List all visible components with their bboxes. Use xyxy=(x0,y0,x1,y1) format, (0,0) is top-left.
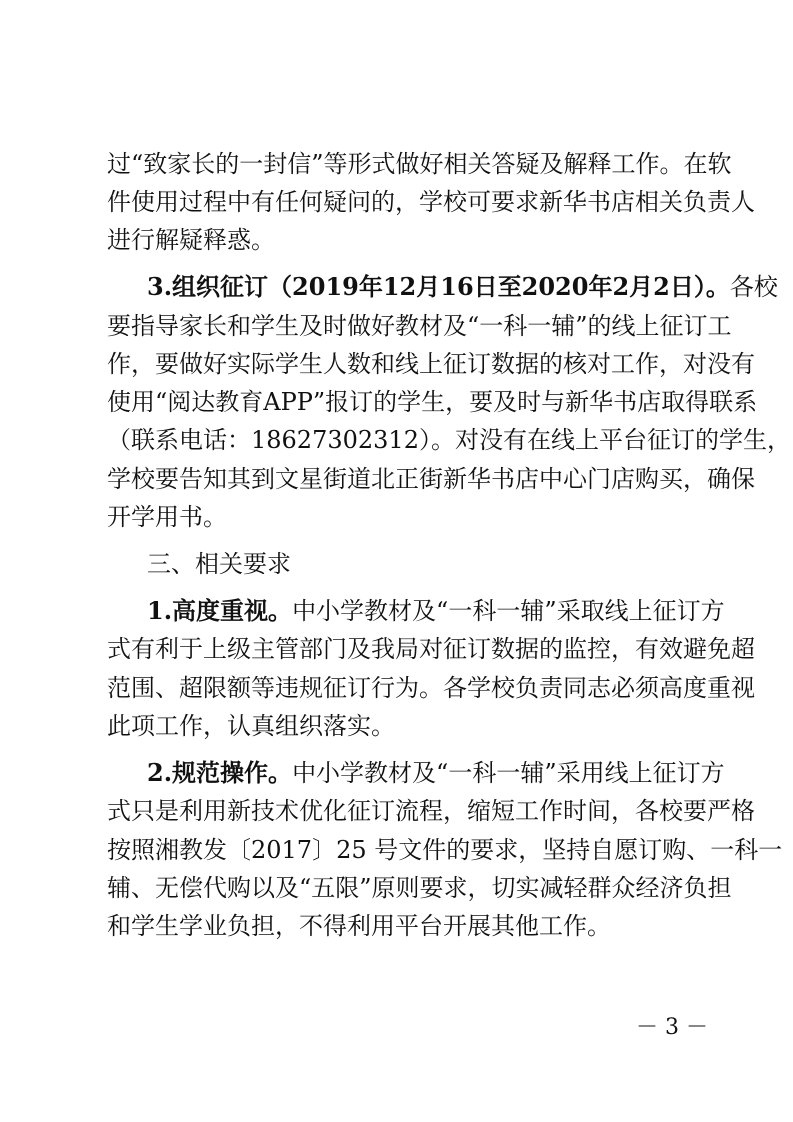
body-text: 各校 xyxy=(729,273,778,301)
body-text-line: （联系电话：18627302312）。对没有在线上平台征订的学生， xyxy=(107,426,791,454)
body-text-line: 学校要告知其到文星街道北正街新华书店中心门店购买，确保 xyxy=(107,465,755,493)
paragraph-first-line xyxy=(147,758,725,788)
body-text-line: 使用“阅达教育APP”报订的学生，要及时与新华书店取得联系 xyxy=(107,388,758,416)
body-text-line: 作，要做好实际学生人数和线上征订数据的核对工作，对没有 xyxy=(107,350,755,378)
paragraph-first-line xyxy=(147,272,778,302)
body-text-line: 按照湘教发〔2017〕25 号文件的要求，坚持自愿订购、一科一 xyxy=(107,836,783,864)
body-text: 中小学教材及“一科一辅”采用线上征订方 xyxy=(292,759,725,787)
body-text-line: 辅、无偿代购以及“五限”原则要求，切实减轻群众经济负担 xyxy=(107,874,732,902)
body-text-line: 范围、超限额等违规征订行为。各学校负责同志必须高度重视 xyxy=(107,674,755,702)
body-text-line: 过“致家长的一封信”等形式做好相关答疑及解释工作。在软 xyxy=(107,150,732,178)
item-heading: 1.高度重视。 xyxy=(147,596,293,625)
body-text-line: 进行解疑释惑。 xyxy=(107,226,275,254)
body-text-line: 此项工作，认真组织落实。 xyxy=(107,712,395,740)
body-text: 中小学教材及“一科一辅”采取线上征订方 xyxy=(292,597,725,625)
paragraph-first-line xyxy=(147,596,725,626)
item-heading: 2.规范操作。 xyxy=(147,758,293,787)
body-text-line: 要指导家长和学生及时做好教材及“一科一辅”的线上征订工 xyxy=(107,312,732,340)
body-text-line: 式有利于上级主管部门及我局对征订数据的监控，有效避免超 xyxy=(107,635,755,663)
body-text-line: 开学用书。 xyxy=(107,503,227,531)
item-heading: 3.组织征订（2019年12月16日至2020年2月2日）。 xyxy=(147,272,730,301)
body-text-line: 式只是利用新技术优化征订流程，缩短工作时间，各校要严格 xyxy=(107,797,755,825)
body-text-line: 件使用过程中有任何疑问的，学校可要求新华书店相关负责人 xyxy=(107,188,755,216)
page-number: － 3 － xyxy=(636,1015,708,1040)
body-text-line: 和学生学业负担，不得利用平台开展其他工作。 xyxy=(107,912,611,940)
section-heading: 三、相关要求 xyxy=(147,550,291,578)
